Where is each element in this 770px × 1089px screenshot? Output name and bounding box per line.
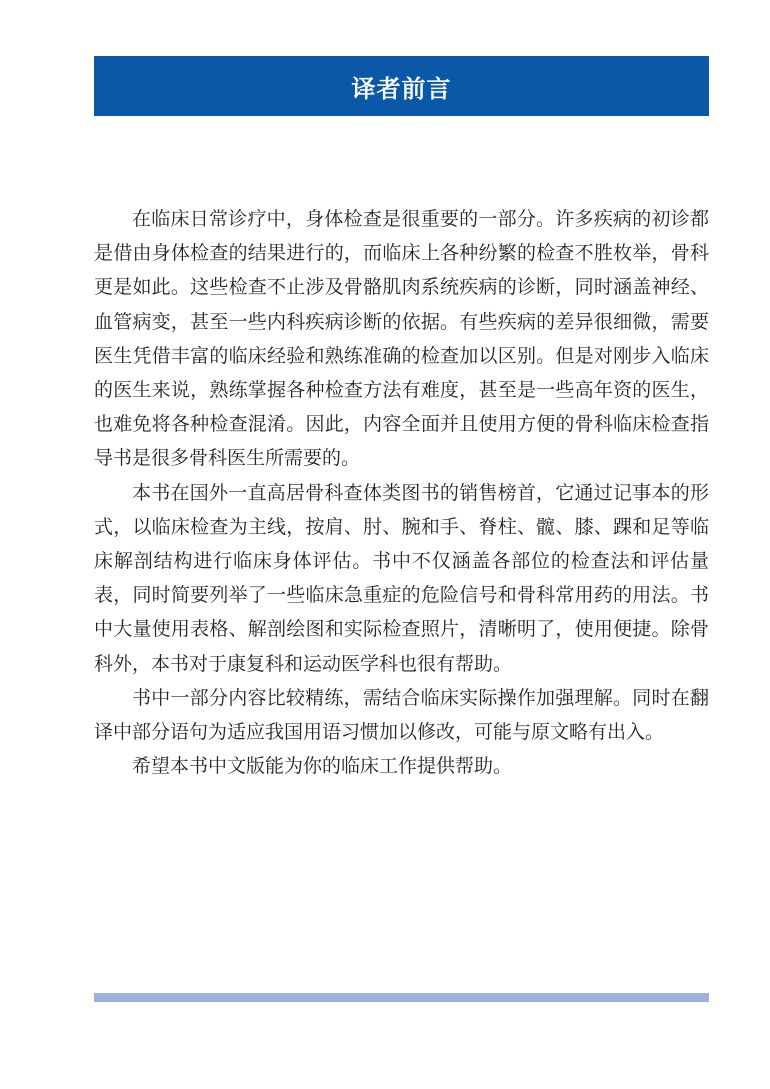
title-banner <box>94 56 709 116</box>
page-title: 译者前言 <box>351 74 452 103</box>
paragraph: 书中一部分内容比较精练，需结合临床实际操作加强理解。同时在翻译中部分语句为适应我国用语习惯加以修改，可能与原文略有出入。 <box>94 686 709 744</box>
paragraph: 本书在国外一直高居骨科查体类图书的销售榜首，它通过记事本的形式，以临床检查为主线，按肩、肘、腕和手、脊柱、髋、膝、踝和足等临床解剖结构进行临床身体评估。书中不仅涵盖各部位的检查法和评估量表，同时简要列举了一些临床急重症的危险信号和骨科常用药的用法。书中大量使用表格、解剖绘图和实际检查照片，清晰明了，使用便捷。除骨科外，本书对于康复科和运动医学科也很有帮助。 <box>94 481 709 675</box>
paragraph: 希望本书中文版能为你的临床工作提供帮助。 <box>132 755 513 778</box>
bottom-divider <box>94 993 709 1002</box>
paragraph: 在临床日常诊疗中，身体检查是很重要的一部分。许多疾病的初诊都是借由身体检查的结果进行的，而临床上各种纷繁的检查不胜枚举，骨科更是如此。这些检查不止涉及骨骼肌肉系统疾病的诊断，同时涵盖神经、血管病变，甚至一些内科疾病诊断的依据。有些疾病的差异很细微，需要医生凭借丰富的临床经验和熟练准确的检查加以区别。但是对刚步入临床的医生来说，熟练掌握各种检查方法有难度，甚至是一些高年资的医生，也难免将各种检查混淆。因此，内容全面并且使用方便的骨科临床检查指导书是很多骨科医生所需要的。 <box>94 208 709 470</box>
preface-body <box>94 202 709 783</box>
